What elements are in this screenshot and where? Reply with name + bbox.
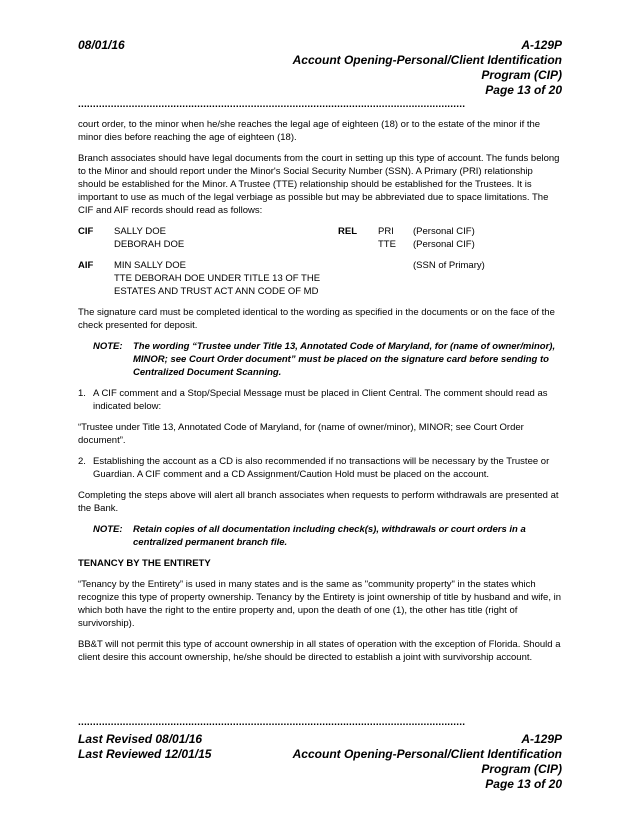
note-text: Retain copies of all documentation including check(s), withdrawals or court orders in a centralized permanent branch file. [133, 524, 526, 548]
cif-label: CIF [78, 226, 94, 237]
aif-record [78, 259, 562, 298]
document-body [78, 118, 562, 664]
footer-divider: .................................................................................................................................. [78, 718, 466, 728]
rel-label: REL [338, 226, 357, 237]
page [78, 38, 562, 672]
header-title-line1: Account Opening-Personal/Client Identification [292, 53, 562, 67]
paragraph: court order, to the minor when he/she reaches the legal age of eighteen (18) or to the estate of the minor if the minor dies before reaching the age of eighteen (18). [78, 119, 541, 143]
footer-last-revised: Last Revised 08/01/16 [78, 732, 203, 746]
aif-line: TTE DEBORAH DOE UNDER TITLE 13 OF THE [114, 273, 321, 284]
cif-record [78, 225, 562, 251]
header-date: 08/01/16 [78, 38, 125, 52]
note-text: The wording “Trustee under Title 13, Annotated Code of Maryland, for (name of owner/minor), MINOR; see Court Order document” must be placed on the signature card before sending to Centralized Document Scanning. [133, 341, 556, 378]
header-divider: .................................................................................................................................. [78, 100, 466, 110]
header-code: A-129P [521, 38, 562, 52]
cif-name: DEBORAH DOE [114, 239, 185, 250]
aif-line: ESTATES AND TRUST ACT ANN CODE OF MD [114, 286, 319, 297]
list-text: Establishing the account as a CD is also recommended if no transactions will be necessary by the Trustee or Guardian. A CIF comment and a CD Assignment/Caution Hold must be placed on the account. [93, 456, 550, 480]
list-item [78, 387, 562, 413]
header-page-number: Page 13 of 20 [485, 83, 562, 97]
footer-last-reviewed: Last Reviewed 12/01/15 [78, 747, 212, 761]
footer-page-number: Page 13 of 20 [485, 777, 562, 791]
cif-name: SALLY DOE [114, 226, 166, 237]
header-title-line2: Program (CIP) [481, 68, 562, 82]
note [93, 523, 562, 549]
page-footer [78, 718, 562, 792]
section-heading: TENANCY BY THE ENTIRETY [78, 558, 211, 569]
note [93, 340, 562, 379]
rel-description: (Personal CIF) [413, 239, 475, 250]
list-text: A CIF comment and a Stop/Special Message must be placed in Client Central. The comment should read as indicated below: [93, 388, 548, 412]
note-label: NOTE: [93, 524, 123, 535]
paragraph: Completing the steps above will alert all branch associates when requests to perform withdrawals are presented at the Bank. [78, 490, 559, 514]
quoted-comment: “Trustee under Title 13, Annotated Code of Maryland, for (name of owner/minor), MINOR; see Court Order document”. [78, 422, 524, 446]
list-number: 2. [78, 456, 86, 467]
paragraph: “Tenancy by the Entirety” is used in many states and is the same as "community property" in the states which recognize this type of property ownership. Tenancy by the Entirety is joint ownership of title by husband and wife, in which both have the right to the entire property and, upon the death of one (1), the other has title (right of survivorship). [78, 579, 562, 629]
page-header [78, 38, 562, 98]
footer-title-line2: Program (CIP) [481, 762, 562, 776]
footer-title-line1: Account Opening-Personal/Client Identification [292, 747, 562, 761]
rel-code: TTE [378, 239, 396, 250]
note-label: NOTE: [93, 341, 123, 352]
footer-code: A-129P [521, 732, 562, 746]
aif-description: (SSN of Primary) [413, 260, 485, 271]
aif-line: MIN SALLY DOE [114, 260, 186, 271]
paragraph: The signature card must be completed identical to the wording as specified in the documents or on the face of the check presented for deposit. [78, 307, 555, 331]
list-item [78, 455, 562, 481]
rel-description: (Personal CIF) [413, 226, 475, 237]
paragraph: BB&T will not permit this type of account ownership in all states of operation with the exception of Florida. Should a client desire this account ownership, he/she should be directed to establish a joint with survivorship account. [78, 639, 561, 663]
list-number: 1. [78, 388, 86, 399]
aif-label: AIF [78, 260, 94, 271]
rel-code: PRI [378, 226, 394, 237]
paragraph: Branch associates should have legal documents from the court in setting up this type of account. The funds belong to the Minor and should report under the Minor's Social Security Number (SSN). A Primary (PRI) relationship should be established for the Minor. A Trustee (TTE) relationship should be established for the Trustees. It is important to use as much of the legal verbiage as possible but may be abbreviated due to space limitations. The CIF and AIF records should read as follows: [78, 153, 560, 216]
